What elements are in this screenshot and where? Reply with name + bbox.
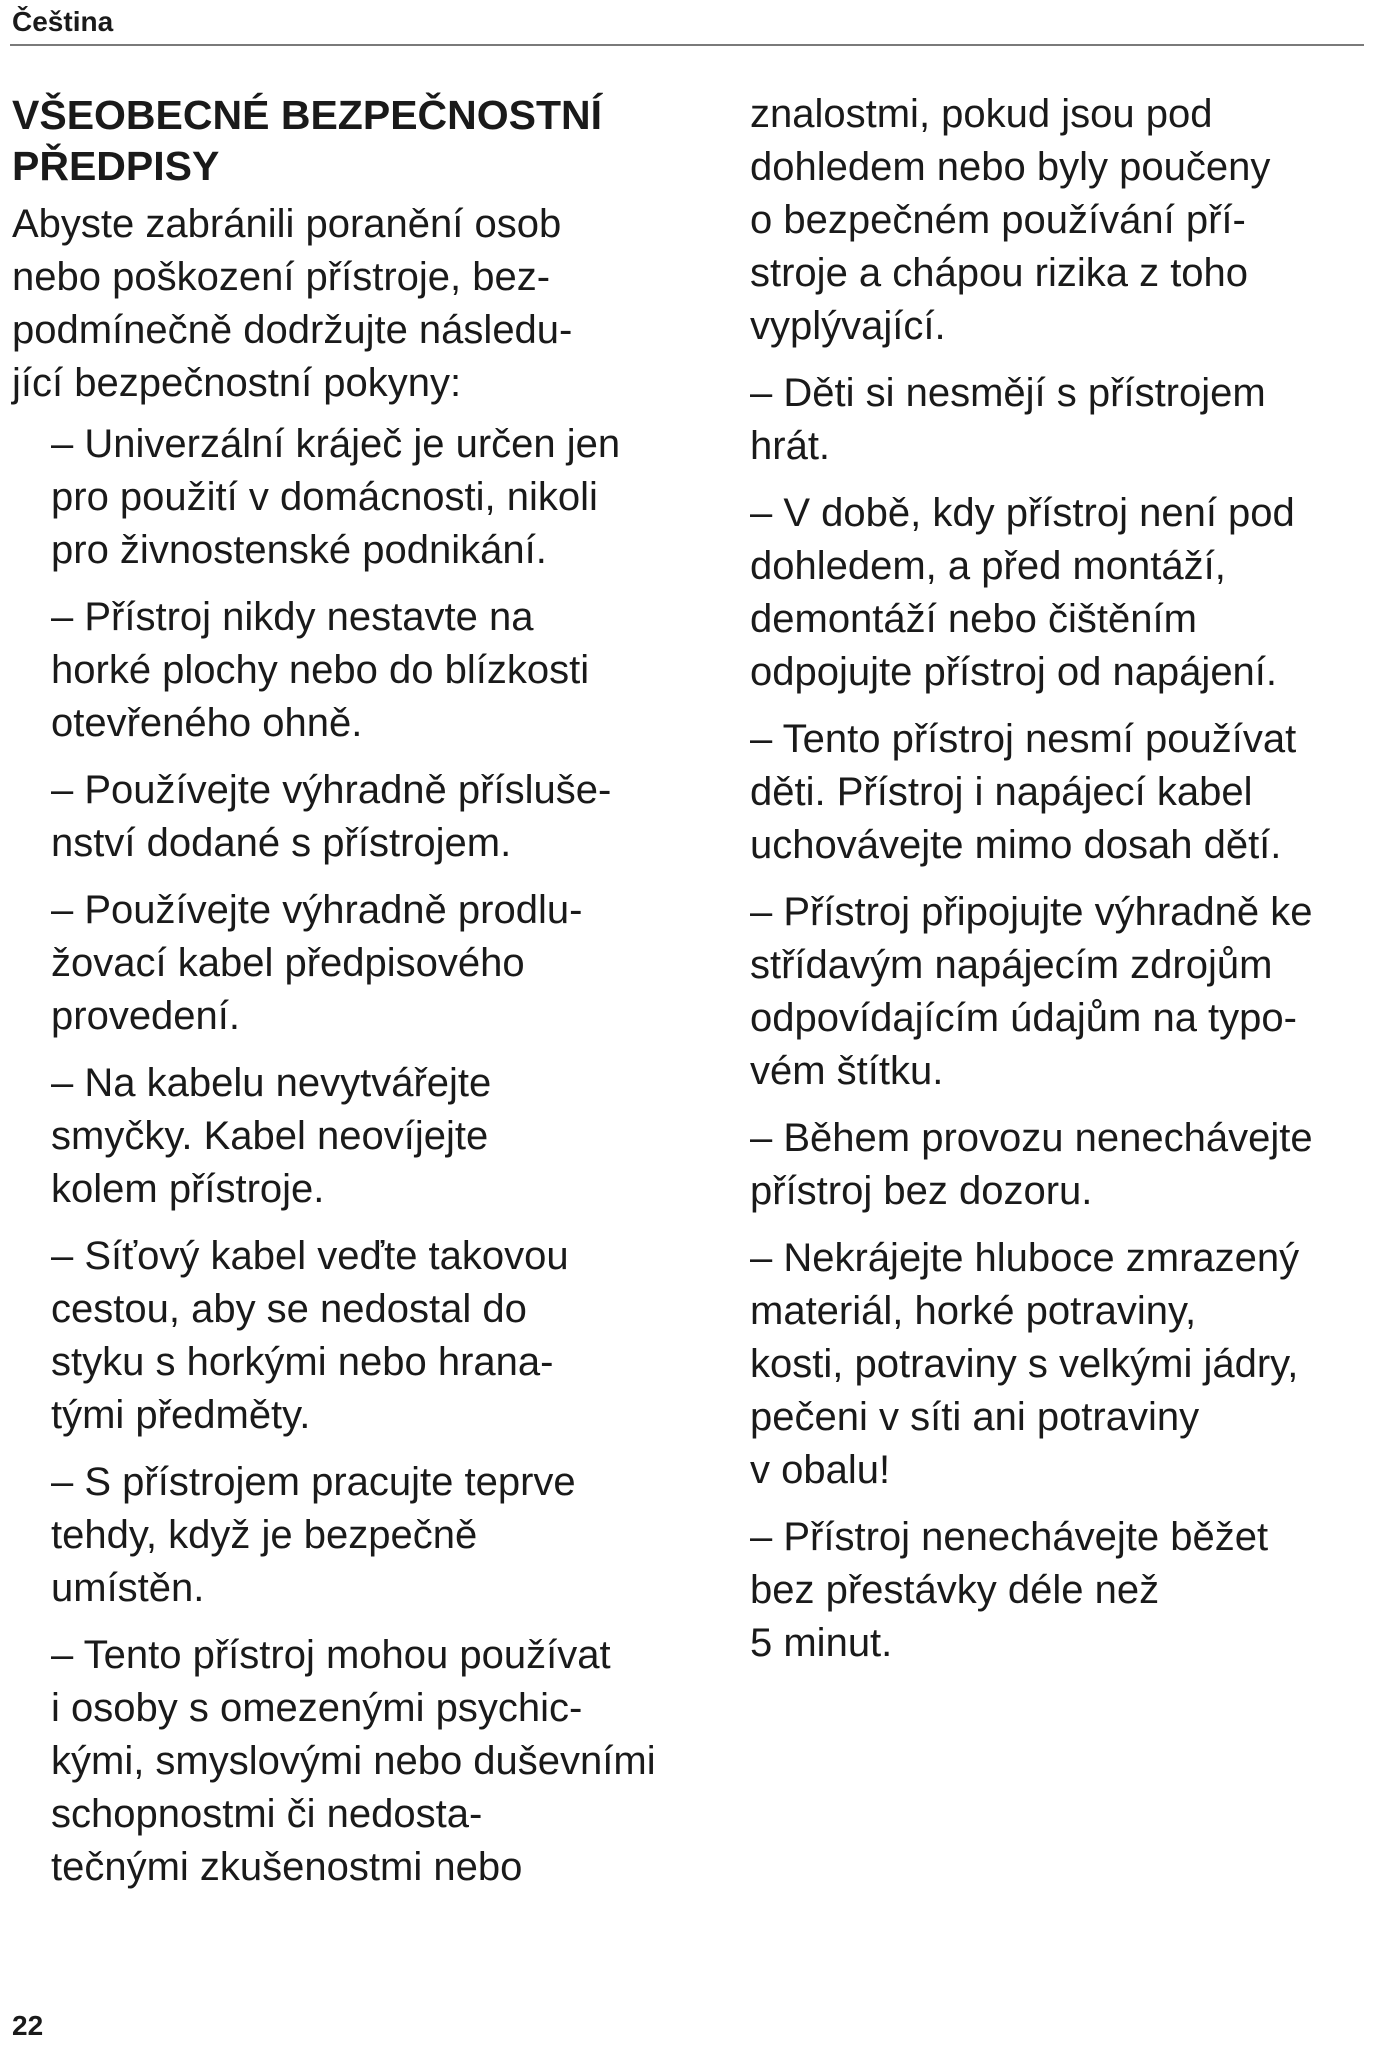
header-divider [10,44,1364,46]
safety-item: – Děti si nesmějí s přístrojem hrát. [750,371,1266,468]
left-column [12,90,712,1908]
safety-item: – Univerzální kráječ je určen jen pro použití v domácnosti, nikoli pro živnostenské podnikání. [51,422,621,572]
intro-paragraph: Abyste zabránili poranění osob nebo poškození přístroje, bez- podmínečně dodržujte následu- jící bezpečnostní pokyny: [12,202,573,405]
safety-item: – Na kabelu nevytvářejte smyčky. Kabel neovíjejte kolem přístroje. [51,1061,492,1211]
safety-item: – Nekrájejte hluboce zmrazený materiál, horké potraviny, kosti, potraviny s velkými jádry, pečeni v síti ani potraviny v obalu! [750,1236,1300,1492]
page-number: 22 [12,2010,44,2041]
safety-item: – Během provozu nenechávejte přístroj bez dozoru. [750,1116,1313,1213]
safety-item-continuation: znalostmi, pokud jsou pod dohledem nebo byly poučeny o bezpečném používání pří- stroje a chápou rizika z toho vyplývající. [750,92,1271,348]
safety-item: – Tento přístroj mohou používat i osoby s omezenými psychic- kými, smyslovými nebo duševními schopnostmi či nedosta- tečnými zkušenostmi nebo [51,1633,656,1889]
language-label: Čeština [12,6,114,37]
section-title: VŠEOBECNÉ BEZPEČNOSTNÍ PŘEDPISY [12,92,603,189]
safety-item: – Síťový kabel veďte takovou cestou, aby se nedostal do styku s horkými nebo hrana- tými předměty. [51,1234,569,1437]
safety-item: – Používejte výhradně prodlu- žovací kabel předpisového provedení. [51,888,583,1038]
safety-item: – Přístroj připojujte výhradně ke střídavým napájecím zdrojům odpovídajícím údajům na typo- vém štítku. [750,890,1313,1093]
safety-item: – S přístrojem pracujte teprve tehdy, když je bezpečně umístěn. [51,1460,576,1610]
safety-item: – V době, kdy přístroj není pod dohledem, a před montáží, demontáží nebo čištěním odpojujte přístroj od napájení. [750,491,1295,694]
safety-item: – Tento přístroj nesmí používat děti. Přístroj i napájecí kabel uchovávejte mimo dosah dětí. [750,717,1297,867]
safety-item: – Přístroj nenechávejte běžet bez přestávky déle než 5 minut. [750,1515,1269,1665]
safety-item: – Používejte výhradně přísluše- nství dodané s přístrojem. [51,768,612,865]
safety-item: – Přístroj nikdy nestavte na horké plochy nebo do blízkosti otevřeného ohně. [51,595,590,745]
right-column [750,88,1376,1684]
